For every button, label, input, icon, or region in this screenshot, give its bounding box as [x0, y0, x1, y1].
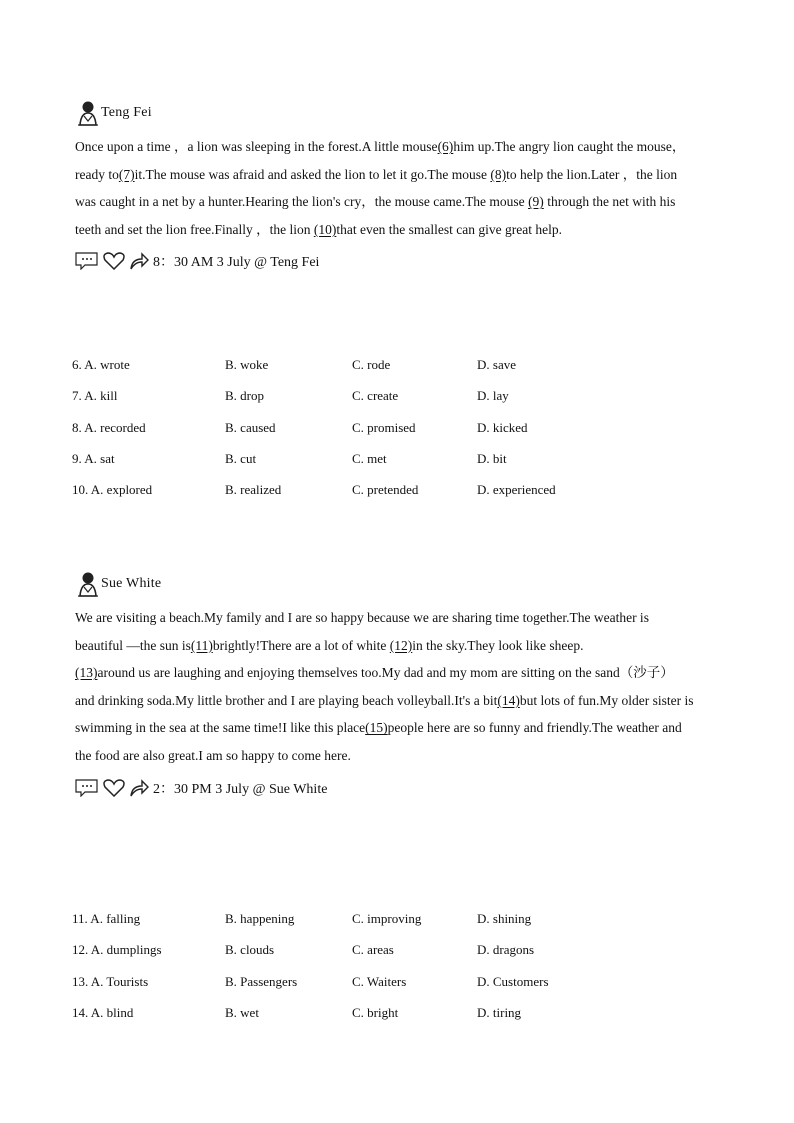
avatar-icon	[75, 100, 99, 126]
option-b[interactable]: B. clouds	[225, 942, 275, 958]
author-name: Sue White	[101, 576, 162, 591]
post-author-row	[75, 571, 695, 597]
post-meta-row	[75, 249, 695, 273]
post-teng-fei	[75, 100, 695, 273]
option-c[interactable]: C. improving	[352, 911, 422, 926]
post-time: 2：30 PM 3 July @ Sue White	[153, 781, 328, 797]
option-d[interactable]: D. lay	[477, 388, 509, 404]
option-b[interactable]: B. woke	[225, 357, 269, 372]
option-a[interactable]: 6. A. wrote	[72, 357, 130, 372]
blank-13: (13)	[75, 665, 98, 681]
option-b[interactable]: B. realized	[225, 482, 282, 498]
option-b[interactable]: B. happening	[225, 911, 295, 926]
option-c[interactable]: C. areas	[352, 942, 394, 958]
option-a[interactable]: 10. A. explored	[72, 482, 153, 498]
post-meta-row	[75, 776, 695, 800]
post-sue-white	[75, 571, 695, 800]
share-icon[interactable]	[129, 779, 149, 797]
blank-9: (9)	[528, 194, 544, 210]
comment-icon[interactable]	[75, 779, 99, 797]
share-icon[interactable]	[129, 252, 149, 270]
blank-8: (8)	[490, 166, 507, 182]
option-d[interactable]: D. dragons	[477, 942, 535, 958]
blank-6: (6)	[437, 139, 454, 154]
post-passage: We are visiting a beach.My family and I are so happy because we are sharing time together.The weather is beautiful —the sun is(11)brightly!There are a lot of white (12)in the sky.They look like sheep. (13)around us are laughing and enjoying themselves too.My dad and my mom are sitting on the sand（沙子） and drinking soda.My little brother and I are playing beach volleyball.It's a bit(14)but lots of fun.My older sister is swimming in the sea at the same time!I like this place(15)people here are so funny and friendly.The weather and the food are also great.I am so happy to come here.	[75, 610, 694, 763]
comment-icon[interactable]	[75, 252, 99, 270]
post-author-row	[75, 100, 695, 126]
option-b[interactable]: B. cut	[225, 450, 257, 466]
option-a[interactable]: 14. A. blind	[72, 1004, 134, 1020]
option-a[interactable]: 11. A. falling	[72, 911, 141, 926]
post-passage: Once upon a time ，a lion was sleeping in the forest.A little mouse(6)him up.The angry lion caught the mouse，ready to(7)it.The mouse was afraid and asked the lion to let it go.The mouse (8)to help the lion.Later ，the lion was caught in a net by a hunter.Hearing the lion's cry，the mouse came.The mouse (9) through the net with his teeth and set the lion free.Finally ，the lion (10)that even the smallest can give great help.	[75, 139, 686, 237]
option-c[interactable]: C. pretended	[352, 482, 419, 498]
option-d[interactable]: D. Customers	[477, 973, 549, 989]
option-d[interactable]: D. experienced	[477, 482, 556, 498]
option-c[interactable]: C. met	[352, 450, 387, 466]
option-d[interactable]: D. tiring	[477, 1004, 522, 1020]
option-b[interactable]: B. drop	[225, 388, 264, 404]
option-a[interactable]: 8. A. recorded	[72, 419, 146, 435]
option-b[interactable]: B. Passengers	[225, 973, 298, 989]
option-d[interactable]: D. bit	[477, 450, 507, 466]
option-d[interactable]: D. save	[477, 357, 516, 372]
option-c[interactable]: C. bright	[352, 1004, 399, 1020]
option-a[interactable]: 12. A. dumplings	[72, 942, 162, 958]
blank-11: (11)	[190, 637, 213, 653]
option-c[interactable]: C. Waiters	[352, 973, 407, 989]
option-b[interactable]: B. caused	[225, 419, 276, 435]
option-c[interactable]: C. promised	[352, 419, 416, 435]
option-a[interactable]: 13. A. Tourists	[72, 973, 149, 989]
option-a[interactable]: 7. A. kill	[72, 388, 118, 404]
option-d[interactable]: D. kicked	[477, 419, 528, 435]
post-time: 8：30 AM 3 July @ Teng Fei	[153, 255, 320, 271]
blank-15: (15)	[365, 720, 388, 736]
author-name: Teng Fei	[101, 105, 152, 120]
heart-icon[interactable]	[103, 252, 125, 270]
blank-7: (7)	[118, 166, 135, 182]
option-b[interactable]: B. wet	[225, 1004, 259, 1020]
blank-12: (12)	[389, 637, 413, 653]
blank-14: (14)	[497, 692, 520, 708]
option-d[interactable]: D. shining	[477, 911, 532, 926]
blank-10: (10)	[313, 221, 337, 237]
option-c[interactable]: C. create	[352, 388, 399, 404]
heart-icon[interactable]	[103, 779, 125, 797]
option-c[interactable]: C. rode	[352, 357, 391, 372]
option-a[interactable]: 9. A. sat	[72, 450, 115, 466]
avatar-icon	[75, 571, 99, 597]
